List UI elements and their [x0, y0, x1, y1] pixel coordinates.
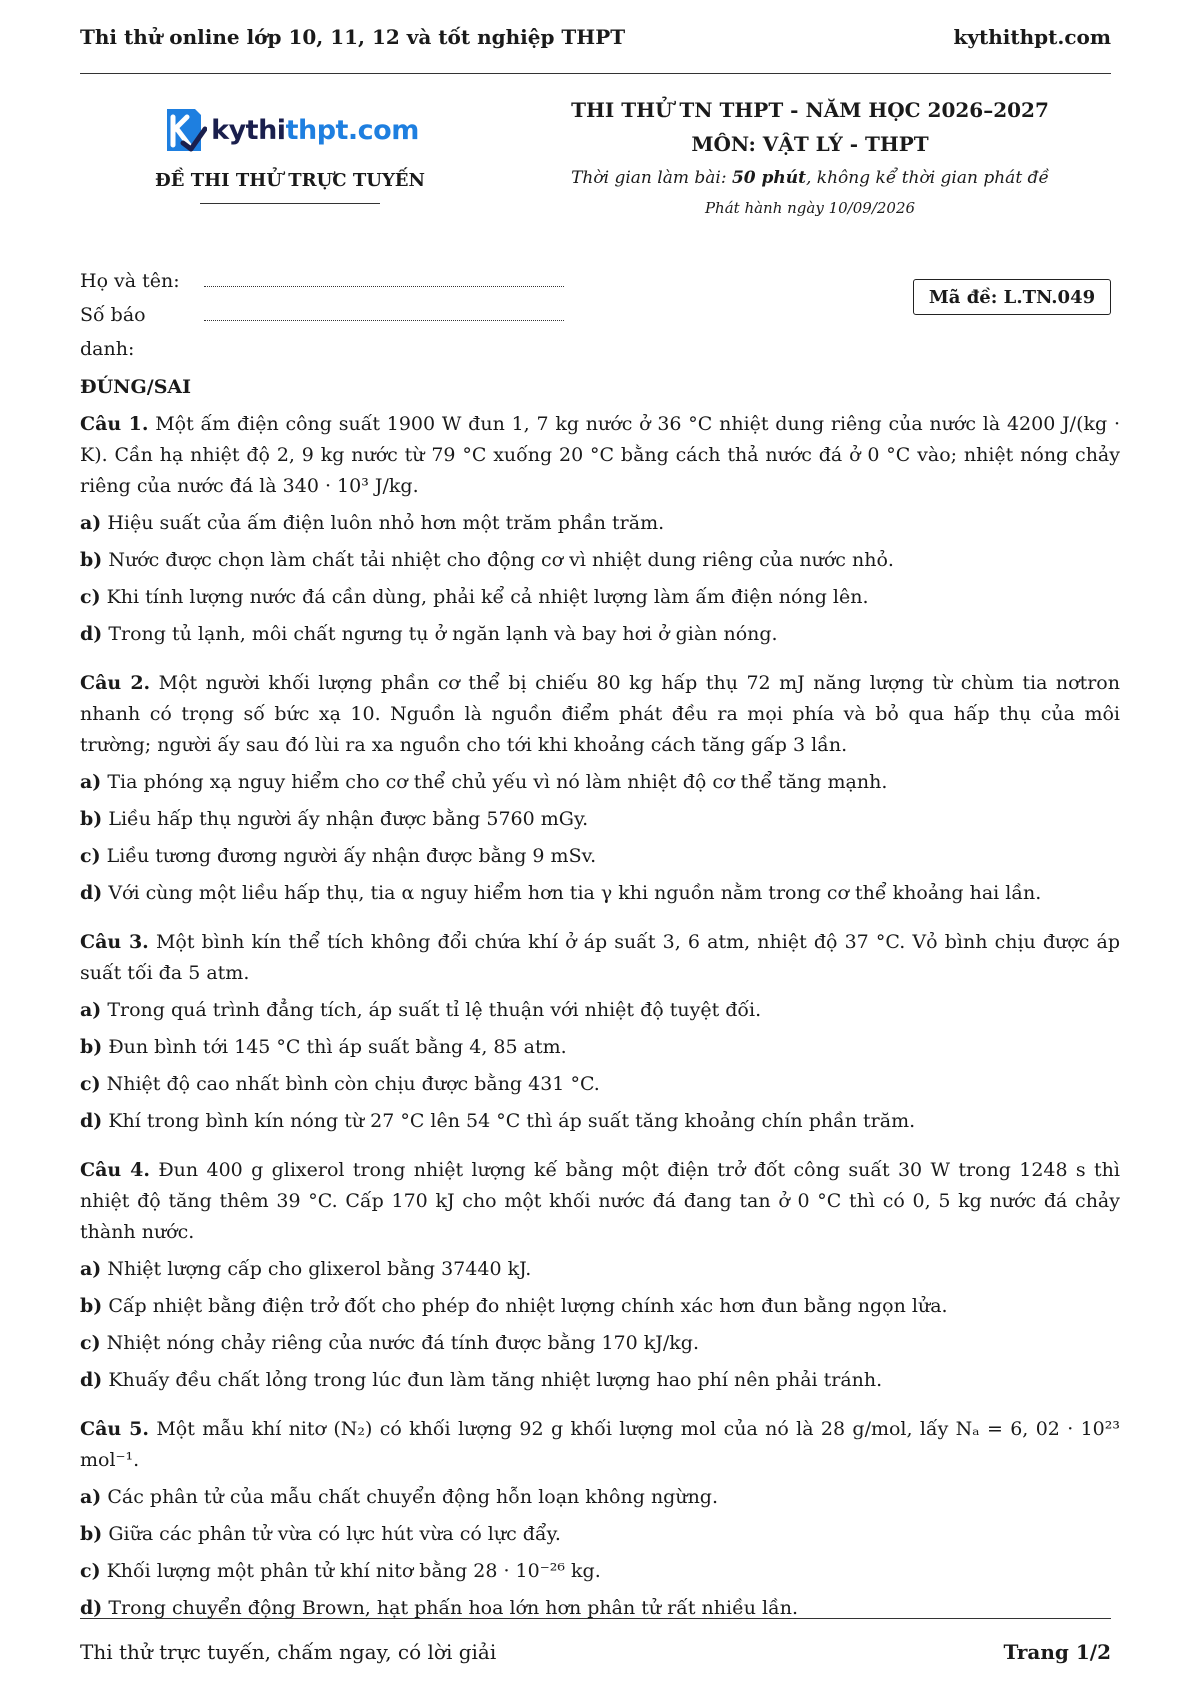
option-text: Trong chuyển động Brown, hạt phấn hoa lớn hơn phân tử rất nhiều lần.	[108, 1597, 799, 1619]
option-key: c)	[80, 1073, 101, 1095]
answer-option	[80, 1365, 1120, 1396]
question-text: Một người khối lượng phần cơ thể bị chiếu 80 kg hấp thụ 72 mJ năng lượng từ chùm tia nơtron nhanh có trọng số bức xạ 10. Nguồn là nguồn điểm phát đều ra mọi phía và bỏ qua hấp thụ của môi trường; người ấy sau đó lùi ra xa nguồn cho tới khi khoảng cách tăng gấp 3 lần.	[80, 672, 1120, 756]
answer-option	[80, 1032, 1120, 1063]
answer-option	[80, 1254, 1120, 1285]
option-key: b)	[80, 808, 103, 830]
answer-option	[80, 1328, 1120, 1359]
answer-option	[80, 619, 1120, 650]
option-key: c)	[80, 586, 101, 608]
option-text: Hiệu suất của ấm điện luôn nhỏ hơn một trăm phần trăm.	[107, 512, 665, 534]
logo-text-dark: kythi	[211, 114, 286, 146]
option-key: d)	[80, 1369, 103, 1391]
question-label: Câu 1.	[80, 413, 149, 435]
option-text: Nước được chọn làm chất tải nhiệt cho động cơ vì nhiệt dung riêng của nước nhỏ.	[108, 549, 894, 571]
site-logo	[140, 102, 440, 158]
option-text: Tia phóng xạ nguy hiểm cho cơ thể chủ yếu vì nó làm nhiệt độ cơ thể tăng mạnh.	[107, 771, 888, 793]
subtitle-rule	[200, 203, 380, 204]
logo-text-blue: thpt.com	[285, 114, 419, 146]
exam-subtitle: ĐỀ THI THỬ TRỰC TUYẾN	[155, 170, 425, 191]
option-key: c)	[80, 1332, 101, 1354]
answer-option	[80, 1593, 1120, 1624]
option-key: b)	[80, 1523, 103, 1545]
option-key: a)	[80, 1258, 102, 1280]
page-number: Trang 1/2	[1003, 1640, 1111, 1664]
option-text: Khi tính lượng nước đá cần dùng, phải kể cả nhiệt lượng làm ấm điện nóng lên.	[106, 586, 869, 608]
option-key: b)	[80, 549, 103, 571]
answer-option	[80, 545, 1120, 576]
exam-title: THI THỬ TN THPT - NĂM HỌC 2026–2027	[571, 98, 1049, 122]
header-rule	[80, 73, 1111, 74]
kythithpt-logo-icon	[161, 105, 207, 155]
question-label: Câu 3.	[80, 931, 149, 953]
question	[80, 409, 1120, 650]
option-text: Khí trong bình kín nóng từ 27 °C lên 54 °C thì áp suất tăng khoảng chín phần trăm.	[108, 1110, 916, 1132]
logo-wordmark	[211, 115, 419, 146]
question-stem	[80, 668, 1120, 761]
answer-option	[80, 1519, 1120, 1550]
answer-option	[80, 582, 1120, 613]
option-text: Trong quá trình đẳng tích, áp suất tỉ lệ thuận với nhiệt độ tuyệt đối.	[107, 999, 762, 1021]
question-stem	[80, 1155, 1120, 1248]
option-key: b)	[80, 1036, 103, 1058]
question-list	[80, 409, 1120, 1624]
issue-date: Phát hành ngày 10/09/2026	[704, 199, 916, 217]
question-text: Một mẫu khí nitơ (N₂) có khối lượng 92 g khối lượng mol của nó là 28 g/mol, lấy Nₐ = 6, 02 · 10²³ mol⁻¹.	[80, 1418, 1120, 1471]
option-key: a)	[80, 512, 102, 534]
answer-option	[80, 508, 1120, 539]
question-label: Câu 5.	[80, 1418, 149, 1440]
footer-rule	[80, 1618, 1111, 1619]
option-text: Cấp nhiệt bằng điện trở đốt cho phép đo nhiệt lượng chính xác hơn đun bằng ngọn lửa.	[108, 1295, 948, 1317]
question-stem	[80, 1414, 1120, 1476]
question	[80, 1155, 1120, 1396]
option-key: d)	[80, 1597, 103, 1619]
answer-option	[80, 1106, 1120, 1137]
option-text: Nhiệt độ cao nhất bình còn chịu được bằng 431 °C.	[106, 1073, 600, 1095]
answer-option	[80, 995, 1120, 1026]
duration-prefix: Thời gian làm bài:	[571, 168, 732, 188]
option-text: Trong tủ lạnh, môi chất ngưng tụ ở ngăn lạnh và bay hơi ở giàn nóng.	[108, 623, 778, 645]
option-key: a)	[80, 1486, 102, 1508]
option-key: d)	[80, 882, 103, 904]
id-label: Số báo danh:	[80, 304, 146, 360]
exam-content	[80, 372, 1120, 1642]
name-label: Họ và tên:	[80, 270, 180, 292]
running-head	[80, 22, 1111, 52]
option-text: Nhiệt lượng cấp cho glixerol bằng 37440 kJ.	[107, 1258, 532, 1280]
answer-option	[80, 841, 1120, 872]
option-key: c)	[80, 1560, 101, 1582]
name-field[interactable]	[204, 264, 564, 287]
id-row	[80, 298, 564, 366]
student-info	[80, 264, 564, 366]
section-title: ĐÚNG/SAI	[80, 376, 192, 398]
option-key: a)	[80, 999, 102, 1021]
option-text: Đun bình tới 145 °C thì áp suất bằng 4, 85 atm.	[108, 1036, 567, 1058]
exam-code-box: Mã đề: L.TN.049	[913, 279, 1111, 315]
option-key: b)	[80, 1295, 103, 1317]
footer-tagline: Thi thử trực tuyến, chấm ngay, có lời giải	[80, 1640, 497, 1664]
option-text: Nhiệt nóng chảy riêng của nước đá tính được bằng 170 kJ/kg.	[106, 1332, 699, 1354]
question-text: Một bình kín thể tích không đổi chứa khí ở áp suất 3, 6 atm, nhiệt độ 37 °C. Vỏ bình chịu được áp suất tối đa 5 atm.	[80, 931, 1120, 984]
question	[80, 1414, 1120, 1624]
option-key: d)	[80, 1110, 103, 1132]
duration-value: 50 phút	[731, 168, 806, 188]
name-row	[80, 264, 564, 298]
exam-duration	[540, 166, 1080, 190]
logo-block	[140, 102, 440, 204]
option-text: Liều tương đương người ấy nhận được bằng 9 mSv.	[106, 845, 597, 867]
option-text: Liều hấp thụ người ấy nhận được bằng 5760 mGy.	[108, 808, 589, 830]
exam-subject: MÔN: VẬT LÝ - THPT	[691, 132, 929, 156]
answer-option	[80, 767, 1120, 798]
answer-option	[80, 1291, 1120, 1322]
option-key: d)	[80, 623, 103, 645]
question-text: Một ấm điện công suất 1900 W đun 1, 7 kg nước ở 36 °C nhiệt dung riêng của nước là 4200 J/(kg · K). Cần hạ nhiệt độ 2, 9 kg nước từ 79 °C xuống 20 °C bằng cách thả nước đá ở 0 °C vào; nhiệt nóng chảy riêng của nước đá là 340 · 10³ J/kg.	[80, 413, 1120, 497]
answer-option	[80, 1556, 1120, 1587]
id-field[interactable]	[204, 298, 564, 321]
option-key: a)	[80, 771, 102, 793]
running-head-title: Thi thử online lớp 10, 11, 12 và tốt nghiệp THPT	[80, 25, 626, 49]
option-text: Khối lượng một phân tử khí nitơ bằng 28 · 10⁻²⁶ kg.	[106, 1560, 601, 1582]
answer-option	[80, 804, 1120, 835]
question-label: Câu 4.	[80, 1159, 150, 1181]
question-label: Câu 2.	[80, 672, 151, 694]
running-foot	[80, 1640, 1111, 1664]
question	[80, 668, 1120, 909]
option-text: Giữa các phân tử vừa có lực hút vừa có lực đẩy.	[108, 1523, 561, 1545]
duration-suffix: , không kể thời gian phát đề	[806, 168, 1049, 188]
question-stem	[80, 927, 1120, 989]
question	[80, 927, 1120, 1137]
option-text: Các phân tử của mẫu chất chuyển động hỗn loạn không ngừng.	[107, 1486, 719, 1508]
exam-header	[540, 96, 1080, 218]
answer-option	[80, 878, 1120, 909]
answer-option	[80, 1069, 1120, 1100]
option-text: Khuấy đều chất lỏng trong lúc đun làm tăng nhiệt lượng hao phí nên phải tránh.	[108, 1369, 883, 1391]
running-head-site: kythithpt.com	[953, 25, 1111, 49]
option-text: Với cùng một liều hấp thụ, tia α nguy hiểm hơn tia γ khi nguồn nằm trong cơ thể khoảng hai lần.	[108, 882, 1042, 904]
question-text: Đun 400 g glixerol trong nhiệt lượng kế bằng một điện trở đốt công suất 30 W trong 1248 s thì nhiệt độ tăng thêm 39 °C. Cấp 170 kJ cho một khối nước đá đang tan ở 0 °C thì có 0, 5 kg nước đá chảy thành nước.	[80, 1159, 1120, 1243]
option-key: c)	[80, 845, 101, 867]
answer-option	[80, 1482, 1120, 1513]
question-stem	[80, 409, 1120, 502]
